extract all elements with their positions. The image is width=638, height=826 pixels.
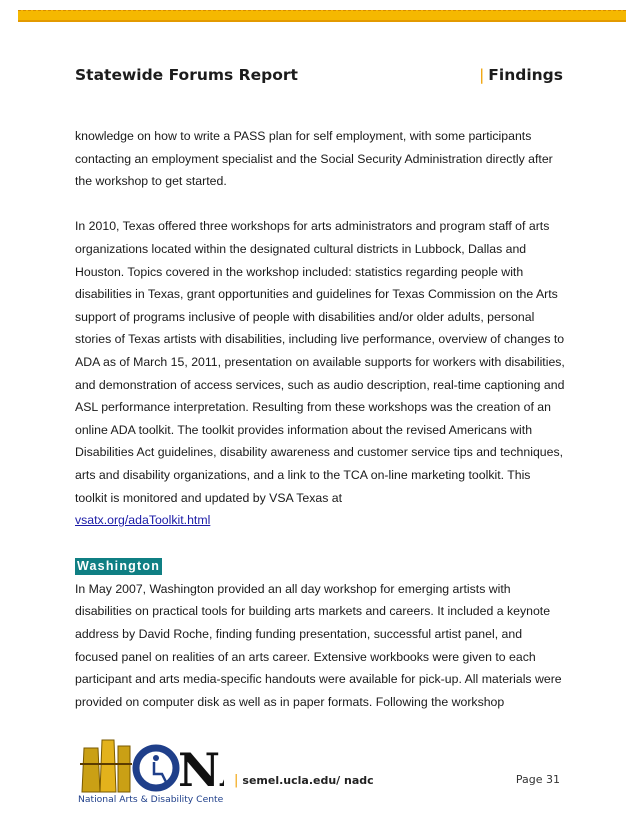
logo-letters: N [178, 743, 221, 797]
footer-url [234, 773, 374, 788]
top-decorative-bar [18, 10, 626, 22]
footer-divider-bar: | [234, 773, 239, 788]
toolkit-link[interactable]: vsatx.org/adaToolkit.html [75, 513, 211, 528]
body-content [75, 125, 565, 713]
paragraph-1: knowledge on how to write a PASS plan for self employment, with some participants contacting an employment specialist and the Social Security Administration directly after the workshop to get started. [75, 129, 553, 189]
footer-url-text[interactable]: semel.ucla.edu/ nadc [242, 774, 374, 787]
section-heading-washington: Washington [77, 559, 161, 574]
paragraph-3: In May 2007, Washington provided an all day workshop for emerging artists with disabilities on practical tools for building arts markets and careers. It included a keynote address by David Roche, finding funding presentation, successful artist panel, and focused panel on realities of an arts career. Extensive workbooks were given to each participant and arts media-specific handouts were available for pick-up. All materials were provided on computer disk as well as in paper formats. Following the workshop [75, 581, 562, 709]
section-label [479, 66, 563, 84]
logo-caption: National Arts & Disability Center [78, 794, 224, 805]
divider-bar: | [479, 66, 485, 84]
report-title: Statewide Forums Report [75, 66, 298, 84]
page-header [75, 66, 563, 90]
paragraph-2 [75, 215, 565, 531]
nadc-logo [74, 734, 224, 806]
page-number: Page 31 [515, 773, 560, 786]
section-name: Findings [488, 66, 563, 84]
paragraph-2-text: In 2010, Texas offered three workshops for arts administrators and program staff of arts organizations located within the designated cultural districts in Lubbock, Dallas and Houston. Topics covered in the workshop included: statistics regarding people with disabilities in Texas, grant opportunities and guidelines for Texas Commission on the Arts support of programs inclusive of people with disabilities and/or older adults, personal stories of Texas artists with disabilities, including live performance, overview of changes to ADA as of March 15, 2011, presentation on available supports for workers with disabilities, and demonstration of access services, such as audio description, real-time captioning and ASL performance interpretation. Resulting from these workshops was the creation of an online ADA toolkit. The toolkit provides information about the revised Americans with Disabilities Act guidelines, disability awareness and customer service tips and techniques, arts and disability organizations, and a link to the TCA on-line marketing toolkit. This toolkit is monitored and updated by VSA Texas at [75, 219, 565, 505]
